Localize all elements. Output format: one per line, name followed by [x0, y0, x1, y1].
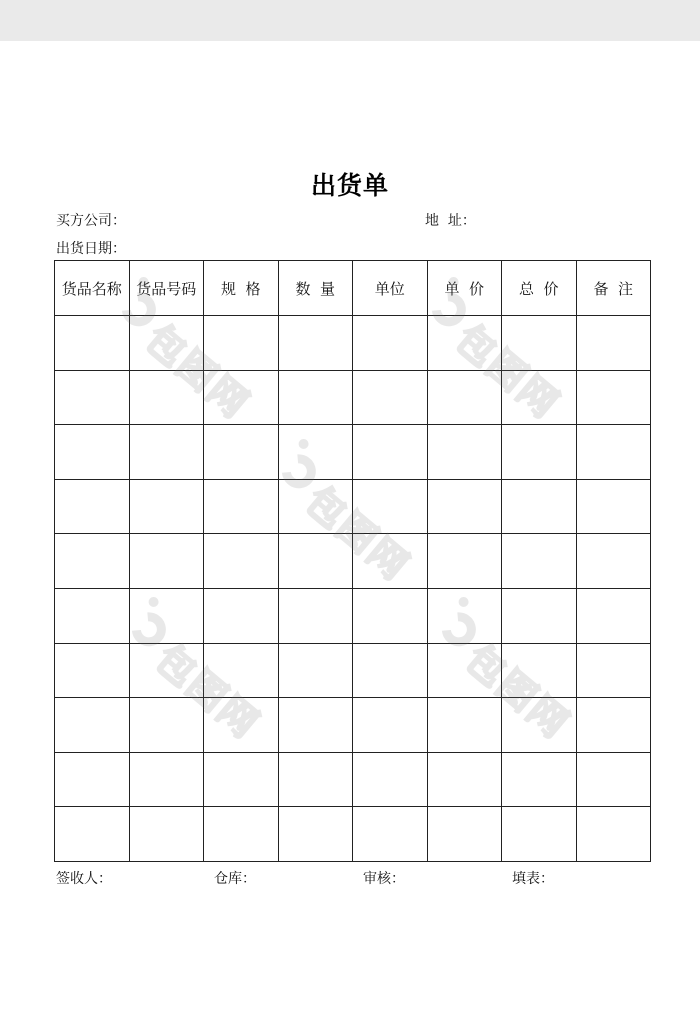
table-cell[interactable]: [129, 643, 204, 698]
viewer-top-bar: [0, 0, 700, 41]
table-row: [55, 698, 651, 753]
table-cell[interactable]: [427, 807, 502, 862]
table-cell[interactable]: [129, 698, 204, 753]
table-cell[interactable]: [353, 534, 428, 589]
table-row: [55, 316, 651, 371]
table-cell[interactable]: [502, 316, 577, 371]
table-cell[interactable]: [55, 588, 130, 643]
table-row: [55, 425, 651, 480]
table-cell[interactable]: [576, 698, 651, 753]
table-cell[interactable]: [502, 807, 577, 862]
warehouse-label: 仓库：: [214, 871, 256, 887]
table-cell[interactable]: [204, 752, 279, 807]
table-cell[interactable]: [353, 643, 428, 698]
table-cell[interactable]: [576, 534, 651, 589]
reviewer-label: 审核：: [363, 871, 405, 887]
watermark-text: 包图网: [137, 316, 258, 428]
table-row: [55, 370, 651, 425]
table-cell[interactable]: [353, 807, 428, 862]
table-cell[interactable]: [353, 425, 428, 480]
table-cell[interactable]: [576, 479, 651, 534]
table-cell[interactable]: [129, 534, 204, 589]
table-cell[interactable]: [204, 316, 279, 371]
table-cell[interactable]: [278, 588, 353, 643]
filler-label: 填表：: [512, 871, 554, 887]
table-row: [55, 479, 651, 534]
table-row: [55, 643, 651, 698]
table-cell[interactable]: [278, 752, 353, 807]
table-cell[interactable]: [576, 807, 651, 862]
table-header-row: [55, 261, 651, 316]
table-cell[interactable]: [502, 425, 577, 480]
table-cell[interactable]: [576, 752, 651, 807]
table-cell[interactable]: [129, 316, 204, 371]
table-cell[interactable]: [55, 316, 130, 371]
table-cell[interactable]: [576, 370, 651, 425]
receiver-label: 签收人：: [56, 871, 112, 887]
table-row: [55, 807, 651, 862]
document-title: 出货单: [310, 171, 389, 200]
table-cell[interactable]: [502, 698, 577, 753]
table-cell[interactable]: [278, 643, 353, 698]
table-row: [55, 752, 651, 807]
table-cell[interactable]: [204, 698, 279, 753]
watermark-text: 包图网: [447, 316, 568, 428]
table-cell[interactable]: [278, 425, 353, 480]
table-cell[interactable]: [278, 698, 353, 753]
watermark-text: 包图网: [297, 478, 418, 590]
table-cell[interactable]: [427, 643, 502, 698]
column-header-unit: 单位: [353, 261, 428, 316]
column-header-unit-price: 单 价: [427, 261, 502, 316]
table-cell[interactable]: [55, 807, 130, 862]
table-cell[interactable]: [502, 370, 577, 425]
table-cell[interactable]: [427, 479, 502, 534]
table-cell[interactable]: [204, 370, 279, 425]
table-cell[interactable]: [129, 588, 204, 643]
table-cell[interactable]: [204, 425, 279, 480]
table-cell[interactable]: [204, 534, 279, 589]
column-header-item-number: 货品号码: [129, 261, 204, 316]
table-cell[interactable]: [129, 370, 204, 425]
table-row: [55, 534, 651, 589]
table-cell[interactable]: [576, 425, 651, 480]
table-cell[interactable]: [502, 752, 577, 807]
ship-date-label: 出货日期：: [56, 241, 126, 257]
buyer-company-label: 买方公司：: [56, 213, 126, 229]
table-cell[interactable]: [427, 370, 502, 425]
table-cell[interactable]: [278, 534, 353, 589]
table-cell[interactable]: [55, 370, 130, 425]
table-cell[interactable]: [502, 479, 577, 534]
address-label: 地 址：: [425, 213, 476, 229]
column-header-remarks: 备 注: [576, 261, 651, 316]
table-cell[interactable]: [427, 316, 502, 371]
table-cell[interactable]: [55, 752, 130, 807]
table-cell[interactable]: [576, 316, 651, 371]
watermark-text: 包图网: [147, 636, 268, 748]
table-cell[interactable]: [353, 588, 428, 643]
table-cell[interactable]: [129, 807, 204, 862]
table-cell[interactable]: [129, 425, 204, 480]
watermark-text: 包图网: [457, 636, 578, 748]
table-cell[interactable]: [427, 698, 502, 753]
column-header-spec: 规 格: [204, 261, 279, 316]
table-cell[interactable]: [55, 534, 130, 589]
table-cell[interactable]: [204, 479, 279, 534]
table-cell[interactable]: [278, 316, 353, 371]
table-cell[interactable]: [278, 370, 353, 425]
table-cell[interactable]: [129, 479, 204, 534]
table-cell[interactable]: [427, 425, 502, 480]
table-cell[interactable]: [353, 752, 428, 807]
table-cell[interactable]: [204, 807, 279, 862]
column-header-quantity: 数 量: [278, 261, 353, 316]
table-cell[interactable]: [353, 698, 428, 753]
table-row: [55, 588, 651, 643]
table-cell[interactable]: [278, 479, 353, 534]
table-cell[interactable]: [502, 643, 577, 698]
table-cell[interactable]: [204, 588, 279, 643]
table-cell[interactable]: [353, 370, 428, 425]
table-cell[interactable]: [353, 316, 428, 371]
table-cell[interactable]: [427, 588, 502, 643]
table-cell[interactable]: [576, 588, 651, 643]
shipment-table: [54, 260, 651, 862]
table-cell[interactable]: [55, 479, 130, 534]
table-cell[interactable]: [353, 479, 428, 534]
table-cell[interactable]: [576, 643, 651, 698]
table-cell[interactable]: [204, 643, 279, 698]
column-header-item-name: 货品名称: [55, 261, 130, 316]
table-cell[interactable]: [278, 807, 353, 862]
column-header-total-price: 总 价: [502, 261, 577, 316]
table-cell[interactable]: [427, 752, 502, 807]
table-cell[interactable]: [427, 534, 502, 589]
table-cell[interactable]: [502, 588, 577, 643]
table-cell[interactable]: [55, 643, 130, 698]
table-cell[interactable]: [55, 425, 130, 480]
table-cell[interactable]: [55, 698, 130, 753]
table-cell[interactable]: [502, 534, 577, 589]
table-cell[interactable]: [129, 752, 204, 807]
